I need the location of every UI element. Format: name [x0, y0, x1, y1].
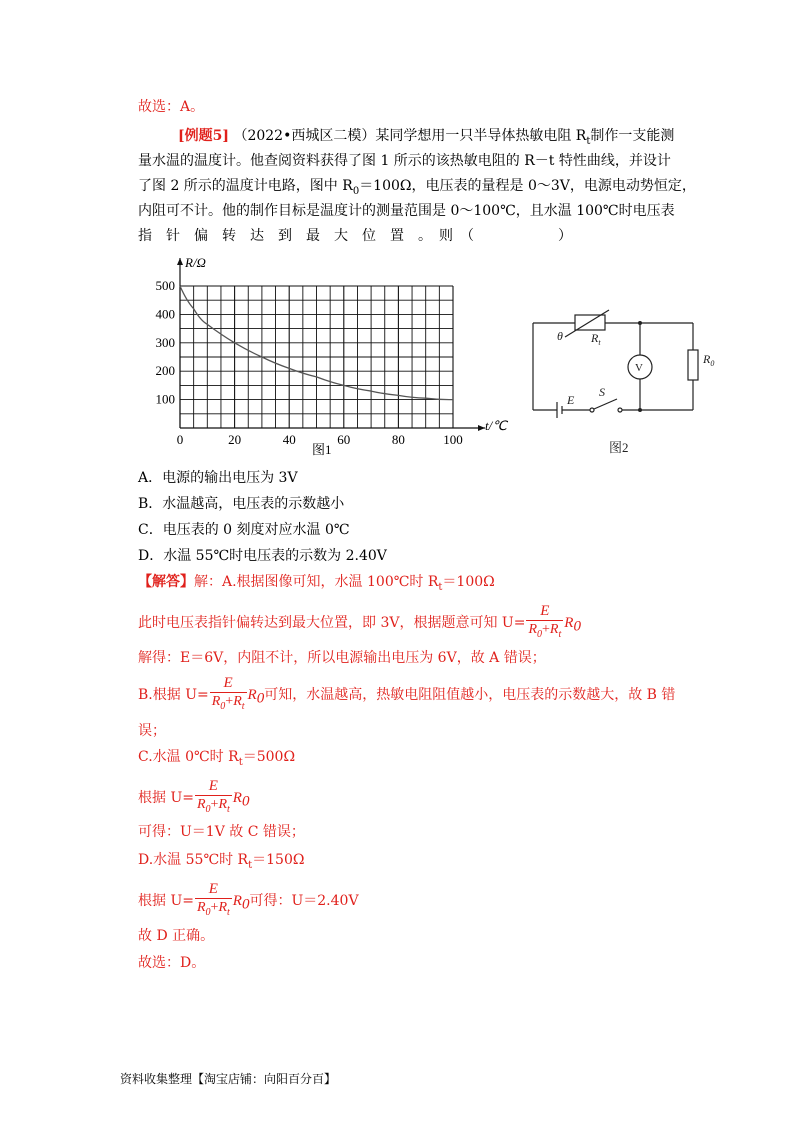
circuit-diagram — [525, 300, 725, 470]
voltmeter-label: V — [635, 362, 643, 374]
s-label: S — [599, 385, 605, 399]
problem-line-3: 了图 2 所示的温度计电路，图中 $R_0=100\Omega$，电压表的量程是 0～3V，电源电动势恒定， — [138, 178, 696, 197]
option-b: B．水温越高，电压表的示数越小 — [138, 496, 345, 512]
circuit-caption: 图2 — [609, 440, 629, 455]
option-c: C．电压表的 0 刻度对应水温 0℃ — [138, 522, 350, 538]
solution-line-3: 解得：E＝6V，内阻不计，所以电源输出电压为 6V，故 A 错误； — [138, 650, 546, 666]
chart-grid — [180, 286, 453, 428]
y-tick-label: 200 — [155, 363, 175, 379]
solution-header: 【解答】 — [138, 574, 194, 590]
problem-line-1: [例题5] （2022•西城区二模）某同学想用一只半导体热敏电阻 $R_t$制作一支能测 — [178, 128, 675, 147]
solution-line-1: 【解答】解：A.根据图像可知，水温 100℃时 $R_t=100\Omega$ — [138, 574, 495, 593]
chart-axes — [177, 258, 485, 431]
solution-line-11: 故 D 正确。 — [138, 928, 215, 944]
option-d: D．水温 55℃时电压表的示数为 2.40V — [138, 548, 387, 564]
option-a: A．电源的输出电压为 3V — [138, 470, 298, 486]
solution-line-6: C.水温 0℃时 $R_t=500\Omega$ — [138, 749, 296, 768]
formula-fraction: $\frac{E}{R_0+R_t}$ — [528, 603, 562, 640]
x-tick-label: 40 — [282, 432, 296, 447]
solution-line-8: 可得：U＝1V 故 C 错误； — [138, 824, 305, 840]
theta-label: θ — [557, 329, 563, 343]
switch-s — [594, 399, 617, 409]
chart-caption: 图1 — [312, 442, 332, 457]
resistor-r0 — [688, 350, 698, 380]
problem-line-4: 内阻可不计。他的制作目标是温度计的测量范围是 0～100℃，且水温 100℃时电压表 — [138, 203, 675, 219]
formula-fraction: $\frac{E}{R_0+R_t}$ — [196, 778, 230, 815]
x-tick-label: 100 — [443, 432, 463, 447]
e-label: E — [567, 393, 575, 407]
x-tick-label: 60 — [337, 432, 351, 447]
x-tick-label: 80 — [391, 432, 405, 447]
x-tick-label: 0 — [176, 432, 184, 447]
y-tick-label: 400 — [155, 306, 175, 322]
y-tick-label: 500 — [155, 278, 175, 293]
chart-xlabel: t/℃ — [485, 418, 507, 433]
chart-ylabel: R/Ω — [185, 255, 206, 270]
footer-note: 资料收集整理【淘宝店铺：向阳百分百】 — [120, 1072, 337, 1086]
problem-tag: [例题5] — [178, 128, 229, 144]
top-answer: 故选：A。 — [138, 99, 205, 115]
y-tick-label: 300 — [155, 334, 175, 350]
rt-label: $R_t$ — [591, 331, 601, 347]
y-axis-arrow — [177, 258, 183, 265]
solution-line-2: 此时电压表指针偏转达到最大位置，即 3V，根据题意可知 U= $\frac{E}{R_0+R_t}$ $R_0$ — [138, 603, 581, 644]
solution-line-7: 根据 U= $\frac{E}{R_0+R_t}$ $R_0$ — [138, 778, 249, 819]
solution-line-9: D.水温 55℃时 $R_t=150\Omega$ — [138, 852, 305, 871]
formula-fraction: $\frac{E}{R_0+R_t}$ — [196, 881, 230, 918]
problem-line-5: 指 针 偏 转 达 到 最 大 位 置 。 则 （ ） — [138, 228, 572, 244]
problem-line-2: 量水温的温度计。他查阅资料获得了图 1 所示的该热敏电阻的 R－t 特性曲线，并设计 — [138, 153, 671, 169]
chart-tick-labels — [156, 278, 463, 447]
solution-line-4: B.根据 U= $\frac{E}{R_0+R_t}$ $R_0$可知，水温越高，热敏电阻阻值越小，电压表的示数越大，故 B 错 — [138, 675, 675, 716]
solution-line-10: 根据 U= $\frac{E}{R_0+R_t}$ $R_0$可得：U＝2.40V — [138, 881, 359, 922]
x-axis-arrow — [478, 425, 485, 431]
y-tick-label: 100 — [155, 391, 175, 407]
rt-chart — [140, 250, 507, 460]
solution-line-5: 误； — [138, 723, 166, 739]
x-tick-label: 20 — [228, 432, 242, 447]
formula-fraction: $\frac{E}{R_0+R_t}$ — [211, 675, 245, 712]
r0-label: $R_0$ — [703, 352, 715, 368]
solution-line-12: 故选：D。 — [138, 955, 206, 971]
